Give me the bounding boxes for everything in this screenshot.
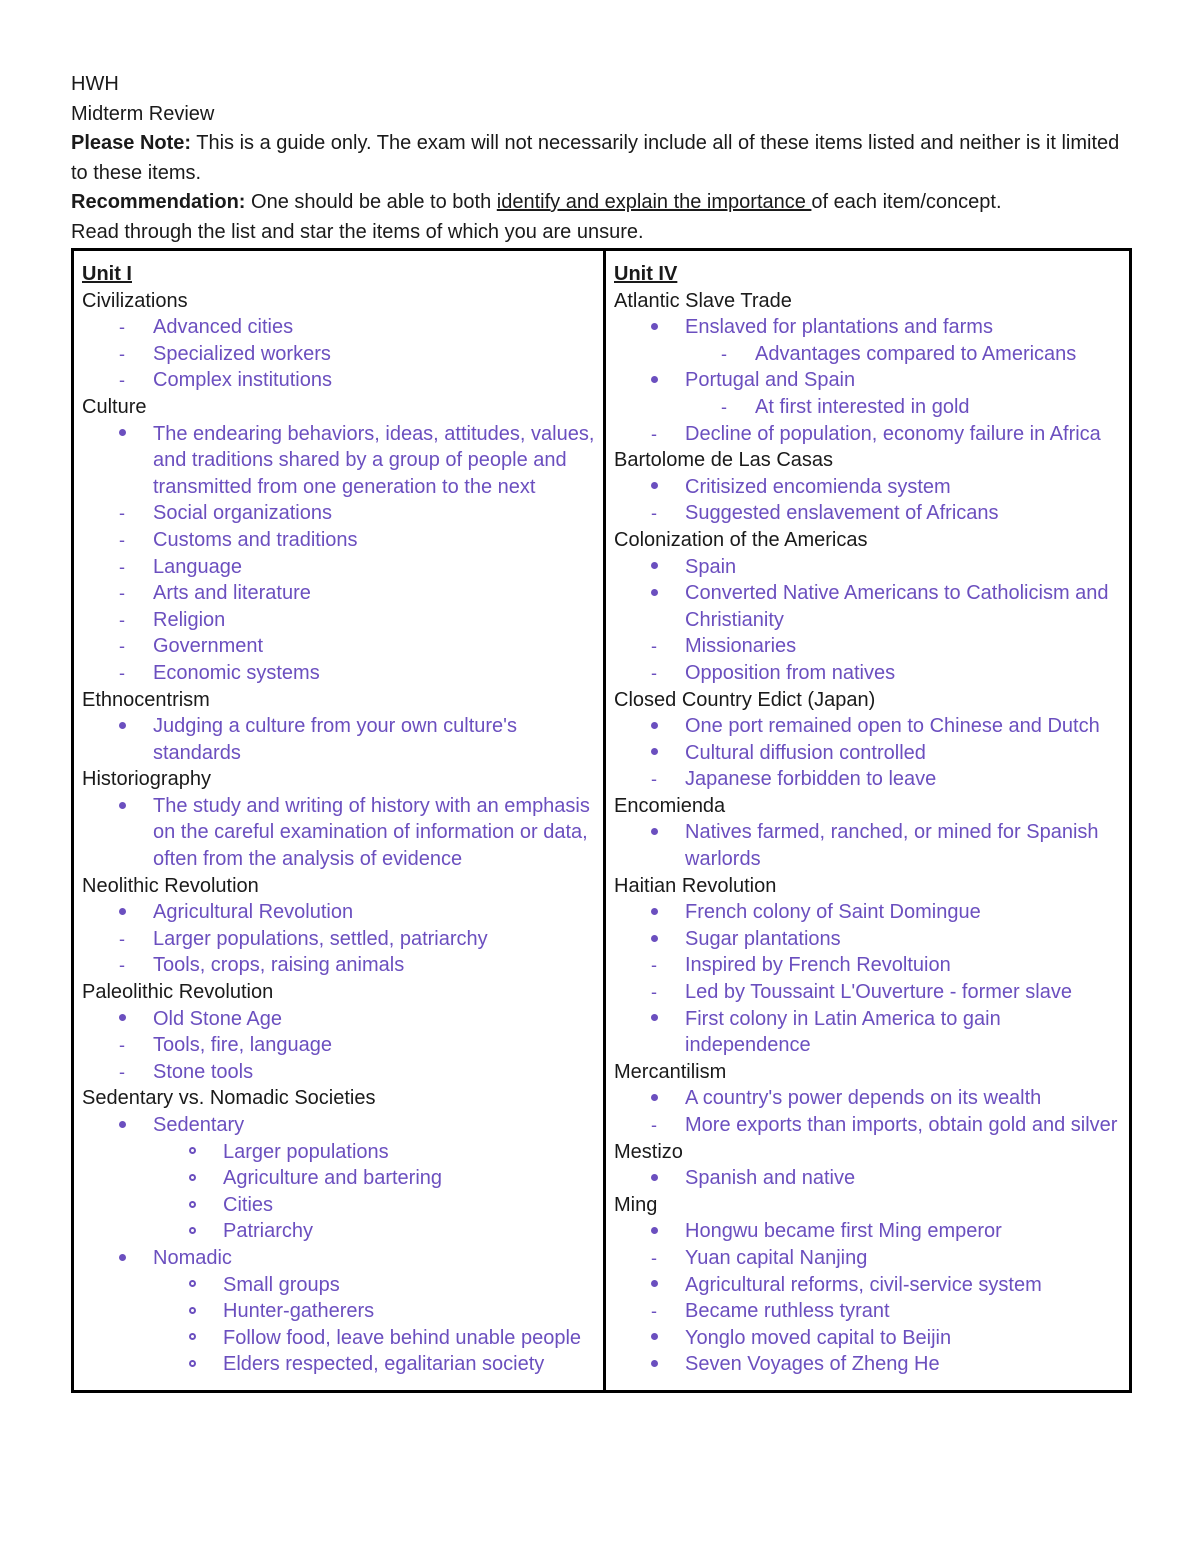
list-item: - Became ruthless tyrant: [614, 1298, 1121, 1325]
list-item: Natives farmed, ranched, or mined for Spanish warlords: [614, 819, 1121, 872]
list-item: - Opposition from natives: [614, 660, 1121, 687]
topic-mestizo: Mestizo: [614, 1140, 683, 1163]
list-item: - Customs and traditions: [82, 527, 595, 554]
please-note-text: This is a guide only. The exam will not necessarily include all of these items listed and neither is it limited to these items.: [71, 132, 1120, 184]
list-item: Follow food, leave behind unable people: [82, 1325, 595, 1352]
circle-bullet-icon: [182, 1298, 202, 1325]
list-item: The endearing behaviors, ideas, attitudes, values, and traditions shared by a group of people and transmitted from one generation to the next: [82, 421, 595, 501]
dash-icon: -: [651, 636, 657, 657]
list-item: Sugar plantations: [614, 926, 1121, 953]
list-item: Nomadic: [82, 1245, 595, 1272]
list-item: Small groups: [82, 1272, 595, 1299]
dash-icon: -: [119, 583, 125, 604]
bullet-icon: [644, 314, 664, 341]
circle-bullet-icon: [182, 1165, 202, 1192]
list-item: First colony in Latin America to gain independence: [614, 1006, 1121, 1059]
dash-icon: -: [119, 636, 125, 657]
dash-icon: -: [651, 1115, 657, 1135]
recommendation-label: Recommendation:: [71, 191, 246, 213]
dash-icon: -: [119, 556, 125, 577]
topic-haitian-revolution: Haitian Revolution: [614, 874, 777, 897]
topic-historiography: Historiography: [82, 768, 211, 791]
circle-bullet-icon: [182, 1139, 202, 1166]
dash-icon: -: [651, 503, 657, 524]
list-item: Critisized encomienda system: [614, 474, 1121, 501]
list-item: Agriculture and bartering: [82, 1165, 595, 1192]
list-item: - Decline of population, economy failure in Africa: [614, 421, 1121, 448]
dash-icon: -: [651, 982, 657, 1003]
instruction: Read through the list and star the items of which you are unsure.: [71, 220, 644, 243]
list-item: Cities: [82, 1192, 595, 1219]
recommendation: [71, 188, 1131, 218]
dash-icon: -: [119, 317, 125, 338]
list-item: - Complex institutions: [82, 367, 595, 394]
list-item: A country's power depends on its wealth: [614, 1085, 1121, 1112]
list-item: Old Stone Age: [82, 1006, 595, 1033]
list-item: - Japanese forbidden to leave: [614, 766, 1121, 793]
bullet-icon: [644, 1325, 664, 1352]
list-item: French colony of Saint Domingue: [614, 899, 1121, 926]
dash-icon: -: [119, 370, 125, 391]
topic-atlantic-slave-trade: Atlantic Slave Trade: [614, 289, 792, 312]
bullet-icon: [644, 1085, 664, 1112]
topic-sedentary-vs-nomadic: Sedentary vs. Nomadic Societies: [82, 1087, 376, 1110]
list-item: - Yuan capital Nanjing: [614, 1245, 1121, 1272]
list-item: Agricultural Revolution: [82, 899, 595, 926]
dash-icon: -: [651, 1247, 657, 1268]
unit-4-column: [605, 250, 1131, 1392]
topic-neolithic-revolution: Neolithic Revolution: [82, 874, 259, 897]
list-item: - Tools, fire, language: [82, 1032, 595, 1059]
topic-closed-country-edict: Closed Country Edict (Japan): [614, 688, 876, 711]
unit-1-heading: Unit I: [82, 263, 132, 285]
topic-las-casas: Bartolome de Las Casas: [614, 449, 834, 472]
bullet-icon: [644, 740, 664, 767]
dash-icon: -: [119, 343, 125, 364]
list-item: The study and writing of history with an emphasis on the careful examination of information or data, often from the analysis of evidence: [82, 793, 595, 873]
circle-bullet-icon: [182, 1351, 202, 1378]
review-table: [71, 248, 1132, 1393]
dash-icon: -: [651, 423, 657, 444]
list-item: Judging a culture from your own culture's standards: [82, 713, 595, 766]
list-item: - At first interested in gold: [614, 394, 1121, 421]
dash-icon: -: [651, 769, 657, 790]
topic-ming: Ming: [614, 1193, 658, 1216]
document-header: [71, 70, 1131, 247]
bullet-icon: [644, 713, 664, 740]
list-item: Hunter-gatherers: [82, 1298, 595, 1325]
list-item: - Led by Toussaint L'Ouverture - former slave: [614, 979, 1121, 1006]
list-item: - Advantages compared to Americans: [614, 341, 1121, 368]
circle-bullet-icon: [182, 1218, 202, 1245]
dash-icon: -: [651, 662, 657, 683]
topic-culture: Culture: [82, 395, 147, 418]
circle-bullet-icon: [182, 1325, 202, 1352]
dash-icon: -: [119, 503, 125, 524]
list-item: Spain: [614, 554, 1121, 581]
list-item: - Suggested enslavement of Africans: [614, 500, 1121, 527]
dash-icon: -: [721, 343, 727, 364]
bullet-icon: [644, 819, 664, 846]
topic-mercantilism: Mercantilism: [614, 1060, 727, 1083]
list-item: One port remained open to Chinese and Dutch: [614, 713, 1121, 740]
topic-civilizations: Civilizations: [82, 289, 188, 312]
bullet-icon: [112, 899, 132, 926]
dash-icon: -: [119, 662, 125, 683]
list-item: Converted Native Americans to Catholicism and Christianity: [614, 580, 1121, 633]
bullet-icon: [112, 793, 132, 820]
bullet-icon: [644, 474, 664, 501]
list-item: - Economic systems: [82, 660, 595, 687]
list-item: Elders respected, egalitarian society: [82, 1351, 595, 1378]
bullet-icon: [644, 1218, 664, 1245]
list-item: - Social organizations: [82, 500, 595, 527]
bullet-icon: [112, 421, 132, 448]
list-item: Larger populations: [82, 1139, 595, 1166]
bullet-icon: [112, 1006, 132, 1033]
list-item: - Language: [82, 554, 595, 581]
list-item: Seven Voyages of Zheng He: [614, 1351, 1121, 1378]
list-item: Sedentary: [82, 1112, 595, 1139]
dash-icon: -: [651, 955, 657, 976]
list-item: Enslaved for plantations and farms: [614, 314, 1121, 341]
bullet-icon: [112, 1112, 132, 1139]
dash-icon: -: [119, 928, 125, 949]
dash-icon: -: [651, 1301, 657, 1322]
list-item: Hongwu became first Ming emperor: [614, 1218, 1121, 1245]
dash-icon: -: [119, 529, 125, 550]
recommendation-underlined: identify and explain the importance: [496, 191, 812, 213]
course-code: HWH: [71, 73, 119, 95]
please-note: [71, 129, 1131, 188]
recommendation-post: of each item/concept.: [811, 191, 1002, 213]
bullet-icon: [644, 899, 664, 926]
list-item: Yonglo moved capital to Beijin: [614, 1325, 1121, 1352]
bullet-icon: [644, 926, 664, 953]
list-item: Spanish and native: [614, 1165, 1121, 1192]
dash-icon: -: [119, 1061, 125, 1082]
bullet-icon: [112, 1245, 132, 1272]
bullet-icon: [112, 713, 132, 740]
bullet-icon: [644, 554, 664, 581]
bullet-icon: [644, 1006, 664, 1033]
circle-bullet-icon: [182, 1192, 202, 1219]
topic-colonization: Colonization of the Americas: [614, 528, 868, 551]
list-item: Agricultural reforms, civil-service system: [614, 1272, 1121, 1299]
list-item: - Religion: [82, 607, 595, 634]
bullet-icon: [644, 1165, 664, 1192]
topic-ethnocentrism: Ethnocentrism: [82, 688, 210, 711]
bullet-icon: [644, 1351, 664, 1378]
dash-icon: -: [119, 609, 125, 630]
document-title: Midterm Review: [71, 102, 215, 125]
list-item: Portugal and Spain: [614, 367, 1121, 394]
list-item: - Missionaries: [614, 633, 1121, 660]
list-item: - Government: [82, 633, 595, 660]
list-item: Cultural diffusion controlled: [614, 740, 1121, 767]
dash-icon: -: [119, 1035, 125, 1056]
list-item: - Larger populations, settled, patriarchy: [82, 926, 595, 953]
dash-icon: -: [119, 955, 125, 976]
bullet-icon: [644, 1272, 664, 1299]
topic-encomienda: Encomienda: [614, 794, 726, 817]
list-item: - Tools, crops, raising animals: [82, 952, 595, 979]
please-note-label: Please Note:: [71, 132, 192, 154]
bullet-icon: [644, 580, 664, 607]
unit-4-heading: Unit IV: [614, 263, 678, 285]
list-item: - Advanced cities: [82, 314, 595, 341]
dash-icon: -: [721, 396, 727, 417]
list-item: - More exports than imports, obtain gold and silver: [614, 1112, 1121, 1139]
list-item: - Inspired by French Revoltuion: [614, 952, 1121, 979]
unit-1-column: [73, 250, 605, 1392]
topic-paleolithic-revolution: Paleolithic Revolution: [82, 981, 274, 1004]
list-item: - Arts and literature: [82, 580, 595, 607]
circle-bullet-icon: [182, 1272, 202, 1299]
list-item: - Stone tools: [82, 1059, 595, 1086]
bullet-icon: [644, 367, 664, 394]
recommendation-pre: One should be able to both: [245, 191, 497, 213]
list-item: Patriarchy: [82, 1218, 595, 1245]
list-item: - Specialized workers: [82, 341, 595, 368]
